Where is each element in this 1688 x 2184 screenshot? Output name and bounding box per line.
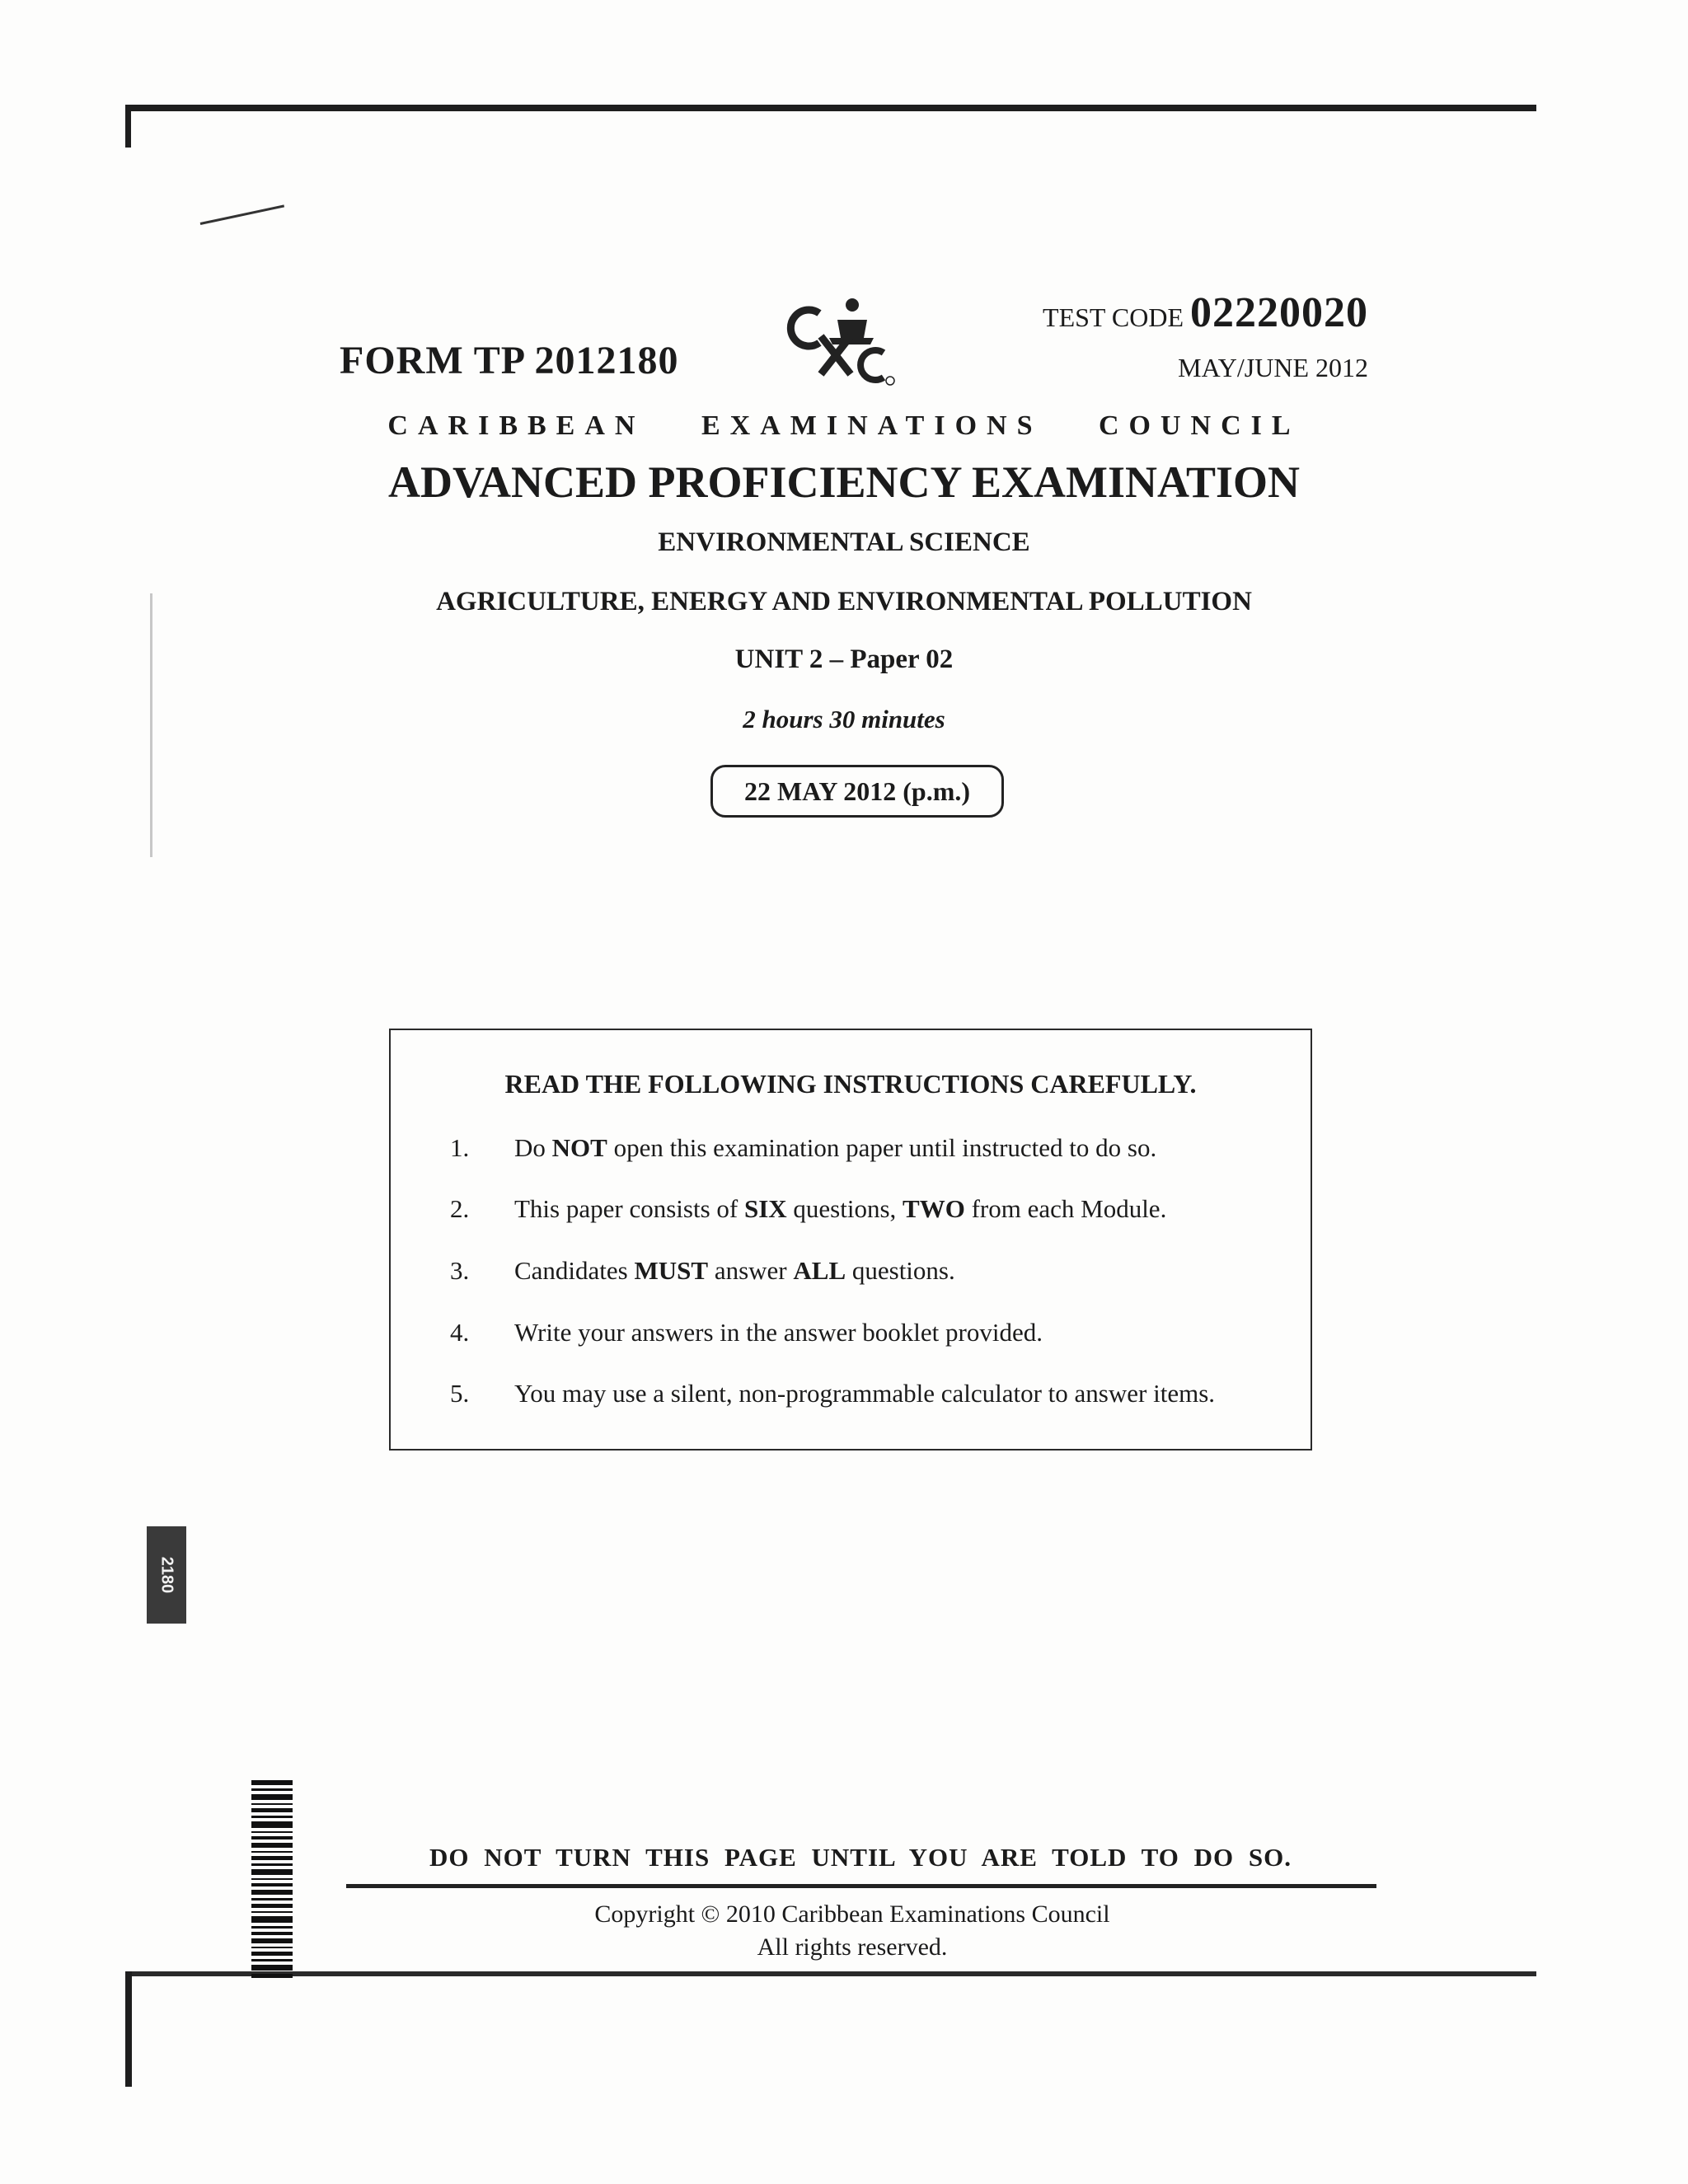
test-code	[1043, 288, 1368, 337]
council-word: COUNCIL	[1098, 410, 1301, 441]
scan-frame-top	[125, 105, 1536, 111]
footer-rule	[346, 1884, 1376, 1888]
instructions-box: READ THE FOLLOWING INSTRUCTIONS CAREFULLY. 1. Do NOT open this examination paper until instructed to do so. 2. This paper consists of SIX questions, TWO from each Module. 3. Candidates MUST answer ALL questions. 4. Write your answers in the answer booklet provided. 5. You may use a silent, non-programmable calculator to answer items.	[389, 1029, 1312, 1451]
pen-mark	[200, 204, 284, 225]
paper-subtitle: AGRICULTURE, ENERGY AND ENVIRONMENTAL POLLUTION	[436, 587, 1252, 616]
exam-date: 22 MAY 2012 (p.m.)	[710, 765, 1004, 818]
unit-paper: UNIT 2 – Paper 02	[734, 644, 954, 674]
scan-frame-bottom-left	[125, 1971, 132, 2087]
test-code-number: 02220020	[1190, 289, 1368, 336]
subject: ENVIRONMENTAL SCIENCE	[658, 527, 1030, 557]
form-number: FORM TP 2012180	[340, 339, 679, 382]
side-tab	[147, 1526, 186, 1624]
council-name	[0, 410, 1688, 442]
test-code-label: TEST CODE	[1043, 302, 1184, 332]
council-word: CARIBBEAN	[387, 410, 645, 441]
do-not-turn-warning: DO NOT TURN THIS PAGE UNTIL YOU ARE TOLD TO DO SO.	[429, 1843, 1292, 1872]
duration: 2 hours 30 minutes	[743, 705, 945, 733]
instructions-heading: READ THE FOLLOWING INSTRUCTIONS CAREFULLY.	[504, 1069, 1197, 1099]
rights-reserved: All rights reserved.	[757, 1933, 948, 1961]
copyright: Copyright © 2010 Caribbean Examinations Council	[594, 1900, 1110, 1928]
side-tab-label: 2180	[157, 1556, 176, 1594]
exam-session: MAY/JUNE 2012	[1178, 353, 1368, 382]
scan-frame-bottom	[125, 1971, 1536, 1976]
cxc-logo-icon	[781, 295, 897, 386]
council-word: EXAMINATIONS	[701, 410, 1043, 441]
exam-title: ADVANCED PROFICIENCY EXAMINATION	[387, 457, 1301, 507]
scan-frame-top-left	[125, 105, 131, 148]
